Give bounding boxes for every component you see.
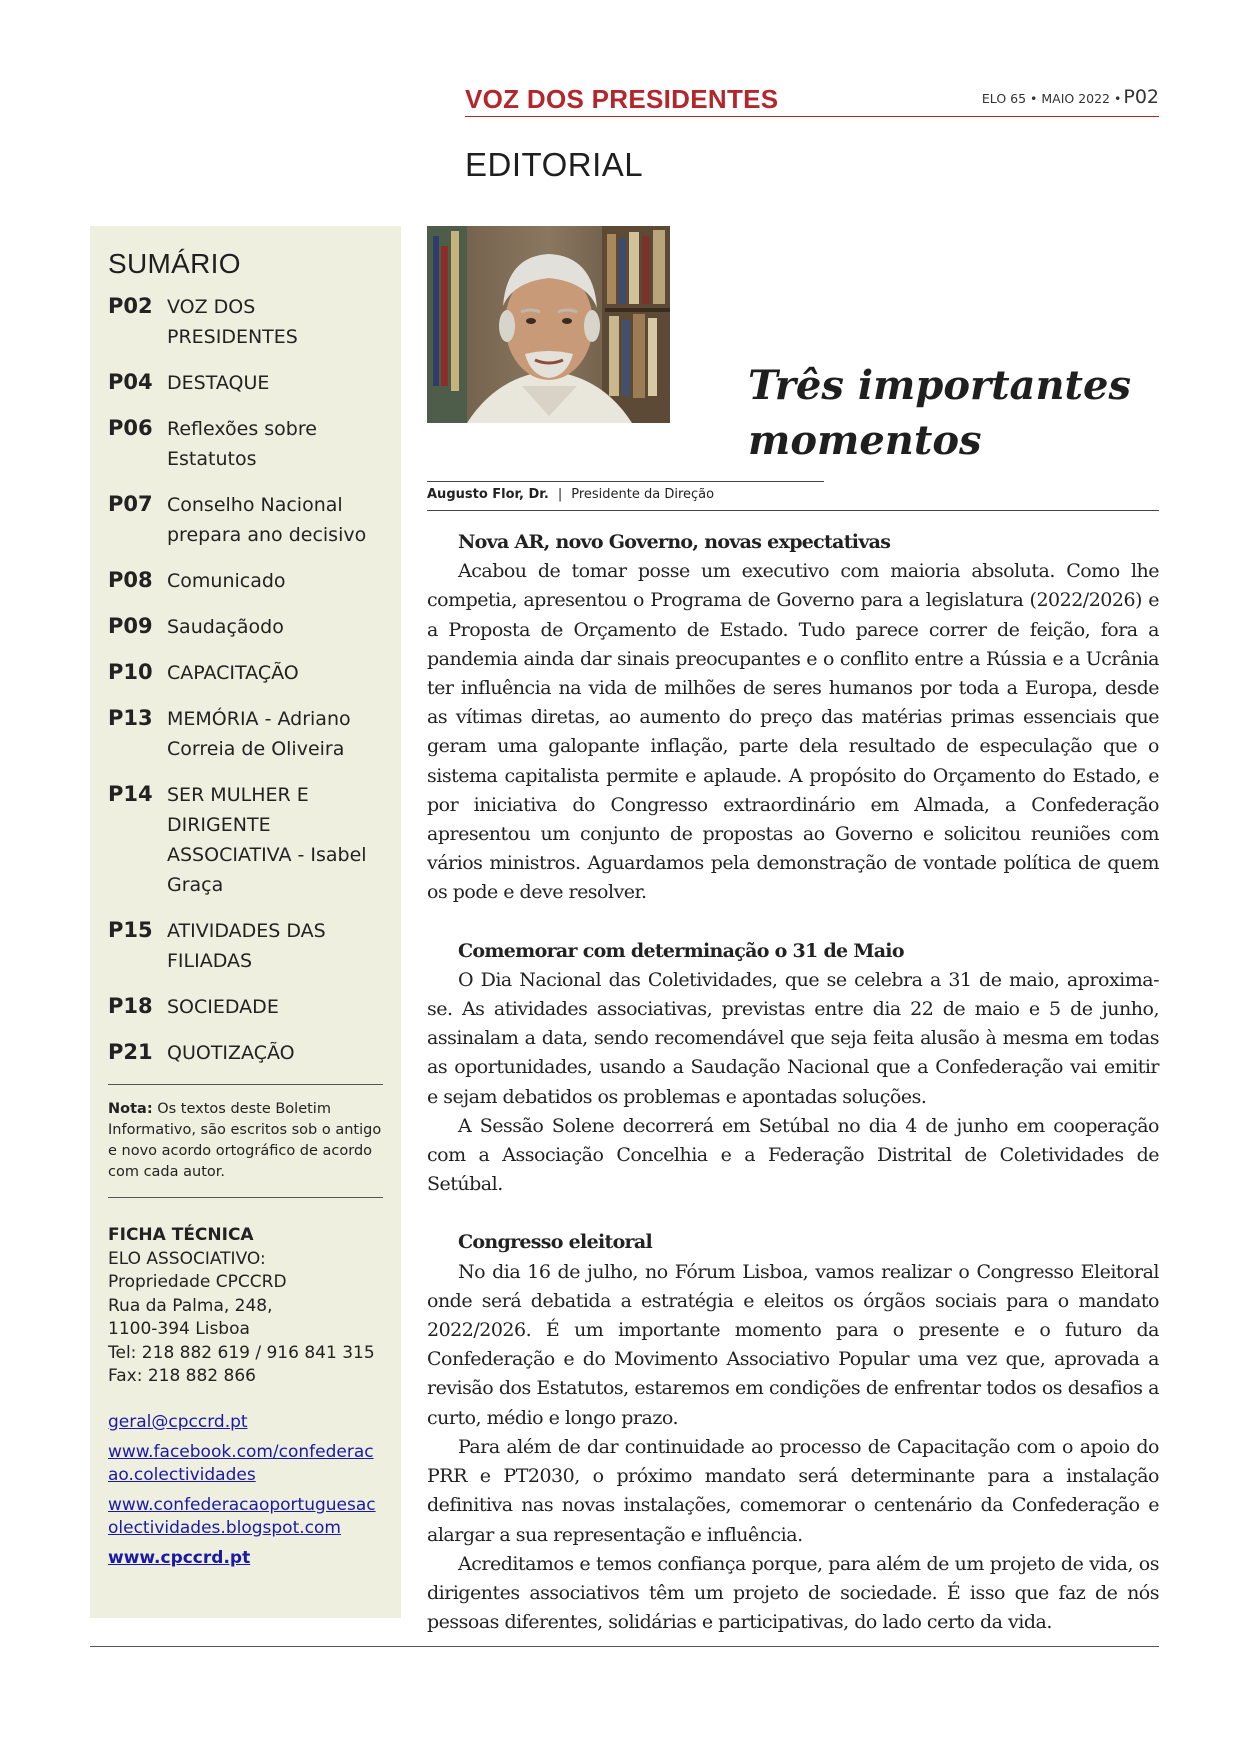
toc-label: SOCIEDADE bbox=[167, 996, 279, 1018]
article-paragraph: A Sessão Solene decorrerá em Setúbal no dia 4 de junho em cooperação com a Associação Concelhia e a Federação Distrital de Coletividades de Setúbal. bbox=[427, 1114, 1159, 1196]
toc-label: Reflexões sobre Estatutos bbox=[167, 418, 317, 470]
blog-link[interactable]: www.confederacaoportuguesacolectividades.blogspot.com bbox=[108, 1494, 376, 1538]
author-portrait bbox=[427, 226, 670, 423]
toc-page: P21 bbox=[108, 1040, 153, 1064]
page-number: P02 bbox=[1123, 86, 1159, 108]
section-header: VOZ DOS PRESIDENTES bbox=[465, 84, 779, 114]
article-paragraph: No dia 16 de julho, no Fórum Lisboa, vamos realizar o Congresso Eleitoral onde será debatida a estratégia e eleitos os órgãos sociais para o mandato 2022/2026. É um importante momento para o presente e o futuro da Confederação e do Movimento Associativo Popular uma vez que, aprovada a revisão dos Estatutos, estaremos em condições de enfrentar todos os desafios a curto, médio e longo prazo. bbox=[427, 1260, 1159, 1429]
website-link[interactable]: www.cpccrd.pt bbox=[108, 1547, 251, 1568]
toc-page: P02 bbox=[108, 294, 153, 318]
note bbox=[108, 1099, 383, 1183]
author-name: Augusto Flor, Dr. bbox=[427, 487, 549, 502]
author-role: Presidente da Direção bbox=[571, 487, 715, 502]
contact-links bbox=[108, 1411, 383, 1570]
toc-item[interactable] bbox=[108, 916, 383, 976]
toc-label: CAPACITAÇÃO bbox=[167, 662, 299, 684]
byline bbox=[427, 487, 714, 502]
note-text: Os textos deste Boletim Informativo, são escritos sob o antigo e novo acordo ortográfico de acordo com cada autor. bbox=[108, 1101, 382, 1180]
toc-label: QUOTIZAÇÃO bbox=[167, 1042, 295, 1064]
summary-title: SUMÁRIO bbox=[108, 248, 241, 279]
paragraph-spacer bbox=[427, 908, 1159, 937]
toc-page: P14 bbox=[108, 782, 153, 806]
author-photo bbox=[427, 226, 670, 423]
toc-page: P13 bbox=[108, 706, 153, 730]
toc-label: MEMÓRIA - Adriano Correia de Oliveira bbox=[167, 708, 351, 760]
facebook-link[interactable]: www.facebook.com/confederacao.colectividades bbox=[108, 1441, 374, 1485]
byline-divider bbox=[427, 510, 1159, 511]
header-divider bbox=[465, 116, 1159, 117]
toc-item[interactable] bbox=[108, 292, 383, 352]
technical-sheet-title: FICHA TÉCNICA bbox=[108, 1225, 254, 1245]
paragraph-spacer bbox=[427, 1199, 1159, 1228]
toc-item[interactable] bbox=[108, 368, 383, 398]
toc-item[interactable] bbox=[108, 612, 383, 642]
toc-item[interactable] bbox=[108, 992, 383, 1022]
technical-sheet-line: Tel: 218 882 619 / 916 841 315 bbox=[108, 1342, 375, 1363]
article-paragraph: O Dia Nacional das Coletividades, que se celebra a 31 de maio, aproxima-se. As atividades associativas, previstas entre dia 22 de maio e 5 de junho, assinalam a data, sendo recomendável que seja feita alusão à mesma em todas as oportunidades, usando a Saudação Nacional que a Confederação vai emitir e sejam debatidos os problemas e apontadas soluções. bbox=[427, 968, 1159, 1108]
toc-item[interactable] bbox=[108, 780, 383, 900]
note-label: Nota: bbox=[108, 1101, 153, 1117]
article-paragraph: Para além de dar continuidade ao processo de Capacitação com o apoio do PRR e PT2030, o próximo mandato será determinante para a instalação definitiva nas novas instalações, comemorar o centenário da Confederação e alargar a sua representação e influência. bbox=[427, 1435, 1159, 1546]
toc-page: P18 bbox=[108, 994, 153, 1018]
toc-item[interactable] bbox=[108, 490, 383, 550]
technical-sheet-line: ELO ASSOCIATIVO: bbox=[108, 1248, 266, 1269]
article-subheading: Congresso eleitoral bbox=[458, 1231, 652, 1254]
toc-page: P07 bbox=[108, 492, 153, 516]
footer-divider bbox=[90, 1646, 1159, 1647]
toc-label: Conselho Nacional prepara ano decisivo bbox=[167, 494, 367, 546]
byline-divider bbox=[427, 481, 824, 482]
technical-sheet-line: Rua da Palma, 248, bbox=[108, 1295, 273, 1316]
sidebar-divider bbox=[108, 1084, 383, 1085]
article-title bbox=[748, 358, 1131, 468]
email-link[interactable]: geral@cpccrd.pt bbox=[108, 1411, 248, 1432]
article-paragraph: Acabou de tomar posse um executivo com maioria absoluta. Como lhe competia, apresentou o Programa de Governo para a legislatura (2022/2026) e a Proposta de Orçamento de Estado. Tudo parece correr de feição, fora a pandemia ainda dar sinais preocupantes e o conflito entre a Rússia e a Ucrânia ter influência na vida de milhões de seres humanos por toda a Europa, desde as vítimas diretas, ao aumento do preço das matérias primas essenciais que geram uma galopante inflação, parte dela resultado de especulação que o sistema capitalista permite e aplaude. A propósito do Orçamento do Estado, e por iniciativa do Congresso extraordinário em Almada, a Confederação apresentou um conjunto de propostas ao Governo e solicitou reuniões com vários ministros. Aguardamos pela demonstração de vontade política de quem os pode e deve resolver. bbox=[427, 560, 1159, 904]
section-title: EDITORIAL bbox=[465, 146, 644, 183]
article-body bbox=[427, 528, 1159, 1637]
sidebar-divider bbox=[108, 1197, 383, 1198]
article-title-line: momentos bbox=[748, 417, 982, 464]
toc-label: Saudaçãodo bbox=[167, 616, 284, 638]
issue-label: ELO 65 • MAIO 2022 • bbox=[981, 91, 1122, 106]
toc-label: DESTAQUE bbox=[167, 372, 270, 394]
toc-item[interactable] bbox=[108, 566, 383, 596]
toc-item[interactable] bbox=[108, 704, 383, 764]
technical-sheet-line: Propriedade CPCCRD bbox=[108, 1272, 287, 1292]
toc-item[interactable] bbox=[108, 1038, 383, 1068]
article-subheading: Nova AR, novo Governo, novas expectativas bbox=[458, 531, 891, 553]
sidebar bbox=[90, 226, 401, 1618]
toc-page: P08 bbox=[108, 568, 153, 592]
issue-info bbox=[982, 86, 1159, 108]
article-paragraph: Acreditamos e temos confiança porque, para além de um projeto de vida, os dirigentes associativos têm um projeto de sociedade. É isso que faz de nós pessoas diferentes, solidárias e participativas, do lado certo da vida. bbox=[427, 1552, 1159, 1634]
technical-sheet bbox=[108, 1224, 383, 1389]
byline-separator: | bbox=[557, 487, 563, 502]
toc-item[interactable] bbox=[108, 414, 383, 474]
toc-label: Comunicado bbox=[167, 570, 286, 592]
toc-page: P06 bbox=[108, 416, 153, 440]
toc-page: P04 bbox=[108, 370, 153, 394]
technical-sheet-line: 1100-394 Lisboa bbox=[108, 1319, 250, 1339]
table-of-contents bbox=[108, 292, 383, 1068]
toc-label: ATIVIDADES DAS FILIADAS bbox=[167, 920, 326, 972]
toc-page: P09 bbox=[108, 614, 153, 638]
article-title-line: Três importantes bbox=[748, 362, 1131, 409]
technical-sheet-line: Fax: 218 882 866 bbox=[108, 1366, 256, 1386]
article-subheading: Comemorar com determinação o 31 de Maio bbox=[458, 939, 904, 962]
toc-label: VOZ DOS PRESIDENTES bbox=[167, 296, 298, 348]
toc-page: P15 bbox=[108, 918, 153, 942]
toc-label: SER MULHER E DIRIGENTE ASSOCIATIVA - Isabel Graça bbox=[167, 784, 367, 896]
toc-page: P10 bbox=[108, 660, 153, 684]
toc-item[interactable] bbox=[108, 658, 383, 688]
